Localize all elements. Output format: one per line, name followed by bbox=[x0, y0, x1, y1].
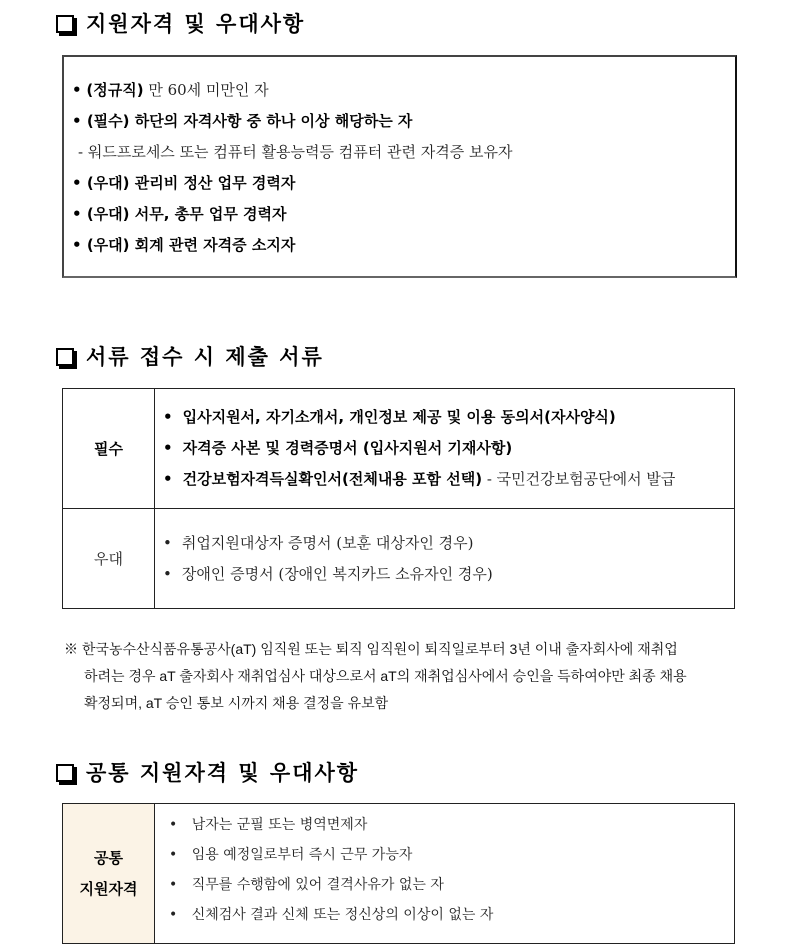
qualification-line bbox=[72, 172, 295, 193]
row-label-preferred: 우대 bbox=[63, 509, 155, 609]
heading-text: 서류 접수 시 제출 서류 bbox=[86, 345, 324, 369]
document-item bbox=[163, 433, 734, 464]
checkbox-square-icon bbox=[56, 764, 74, 782]
bullet: • bbox=[163, 439, 173, 457]
checkbox-square-icon bbox=[56, 348, 74, 366]
item-text: 직무를 수행함에 있어 결격사유가 없는 자 bbox=[191, 877, 444, 893]
document-item bbox=[163, 402, 734, 433]
row-content bbox=[155, 804, 735, 944]
label-line: 공통 bbox=[94, 848, 123, 867]
tag-label: (우대) bbox=[86, 236, 130, 254]
bullet: • bbox=[72, 112, 82, 130]
reference-mark-icon: ※ bbox=[64, 641, 78, 657]
table-row-preferred bbox=[63, 509, 735, 609]
section-heading-documents bbox=[56, 341, 324, 371]
note-line bbox=[64, 690, 740, 717]
bullet: • bbox=[169, 877, 178, 893]
row-content bbox=[155, 509, 735, 609]
row-content bbox=[155, 389, 735, 509]
reemployment-note bbox=[64, 636, 740, 717]
tag-label: (우대) bbox=[86, 205, 130, 223]
bullet: • bbox=[72, 81, 82, 99]
item-text: 취업지원대상자 증명서 (보훈 대상자인 경우) bbox=[181, 533, 474, 552]
line-text: 관리비 정산 업무 경력자 bbox=[129, 174, 296, 192]
dash: - bbox=[78, 143, 84, 161]
section-heading-common bbox=[56, 757, 359, 787]
bullet: • bbox=[169, 847, 178, 863]
note-line bbox=[64, 636, 740, 663]
note-text: 확정되며, aT 승인 통보 시까지 채용 결정을 유보함 bbox=[84, 695, 389, 711]
qualifications-box bbox=[62, 55, 737, 278]
document-item bbox=[163, 528, 734, 559]
note-text: 한국농수산식품유통공사(aT) 임직원 또는 퇴직 임직원이 퇴직일로부터 3년 이내 출자회사에 재취업 bbox=[81, 641, 678, 657]
item-note: - 국민건강보험공단에서 발급 bbox=[482, 470, 676, 488]
heading-text: 공통 지원자격 및 우대사항 bbox=[86, 761, 360, 785]
item-text: 건강보험자격득실확인서(전체내용 포함 선택) bbox=[182, 470, 483, 488]
bullet: • bbox=[72, 205, 82, 223]
line-text: 만 60세 미만인 자 bbox=[143, 81, 269, 99]
note-text: 하려는 경우 aT 출자회사 재취업심사 대상으로서 aT의 재취업심사에서 승인을 득하여야만 최종 채용 bbox=[84, 668, 687, 684]
bullet: • bbox=[169, 817, 178, 833]
line-text: 워드프로세스 또는 컴퓨터 활용능력등 컴퓨터 관련 자격증 보유자 bbox=[87, 143, 513, 161]
qualification-line bbox=[72, 110, 412, 131]
item-text: 신체검사 결과 신체 또는 정신상의 이상이 없는 자 bbox=[191, 907, 494, 923]
item-text: 자격증 사본 및 경력증명서 (입사지원서 기재사항) bbox=[182, 439, 513, 457]
qualification-line bbox=[72, 234, 295, 255]
row-label-common bbox=[63, 804, 155, 944]
tag-label: (우대) bbox=[86, 174, 130, 192]
document-item bbox=[163, 559, 734, 590]
qualification-line bbox=[72, 203, 287, 224]
bullet: • bbox=[169, 907, 178, 923]
bullet: • bbox=[72, 174, 82, 192]
heading-text: 지원자격 및 우대사항 bbox=[86, 12, 306, 36]
item-text: 입사지원서, 자기소개서, 개인정보 제공 및 이용 동의서(자사양식) bbox=[182, 408, 616, 426]
line-text: 서무, 총무 업무 경력자 bbox=[129, 205, 287, 223]
common-qualifications-table bbox=[62, 803, 735, 944]
documents-table bbox=[62, 388, 735, 609]
item-text: 남자는 군필 또는 병역면제자 bbox=[191, 817, 368, 833]
note-line bbox=[64, 663, 740, 690]
tag-label: (정규직) bbox=[86, 81, 144, 99]
qualification-item bbox=[169, 810, 734, 840]
item-text: 장애인 증명서 (장애인 복지카드 소유자인 경우) bbox=[181, 564, 493, 583]
bullet: • bbox=[163, 533, 172, 552]
row-label-required: 필수 bbox=[63, 389, 155, 509]
table-row-required bbox=[63, 389, 735, 509]
bullet: • bbox=[163, 564, 172, 583]
line-text: 회계 관련 자격증 소지자 bbox=[129, 236, 296, 254]
section-heading-qualifications bbox=[56, 8, 305, 38]
checkbox-square-icon bbox=[56, 15, 74, 33]
qualification-item bbox=[169, 900, 734, 930]
document-item bbox=[163, 464, 734, 495]
label-line: 지원자격 bbox=[79, 879, 138, 898]
bullet: • bbox=[72, 236, 82, 254]
bullet: • bbox=[163, 470, 173, 488]
qualification-item bbox=[169, 840, 734, 870]
tag-label: (필수) bbox=[86, 112, 130, 130]
qualification-item bbox=[169, 870, 734, 900]
item-text: 임용 예정일로부터 즉시 근무 가능자 bbox=[191, 847, 413, 863]
qualification-subline bbox=[78, 141, 512, 162]
line-text: 하단의 자격사항 중 하나 이상 해당하는 자 bbox=[129, 112, 413, 130]
qualification-line bbox=[72, 79, 269, 100]
bullet: • bbox=[163, 408, 173, 426]
table-row bbox=[63, 804, 735, 944]
